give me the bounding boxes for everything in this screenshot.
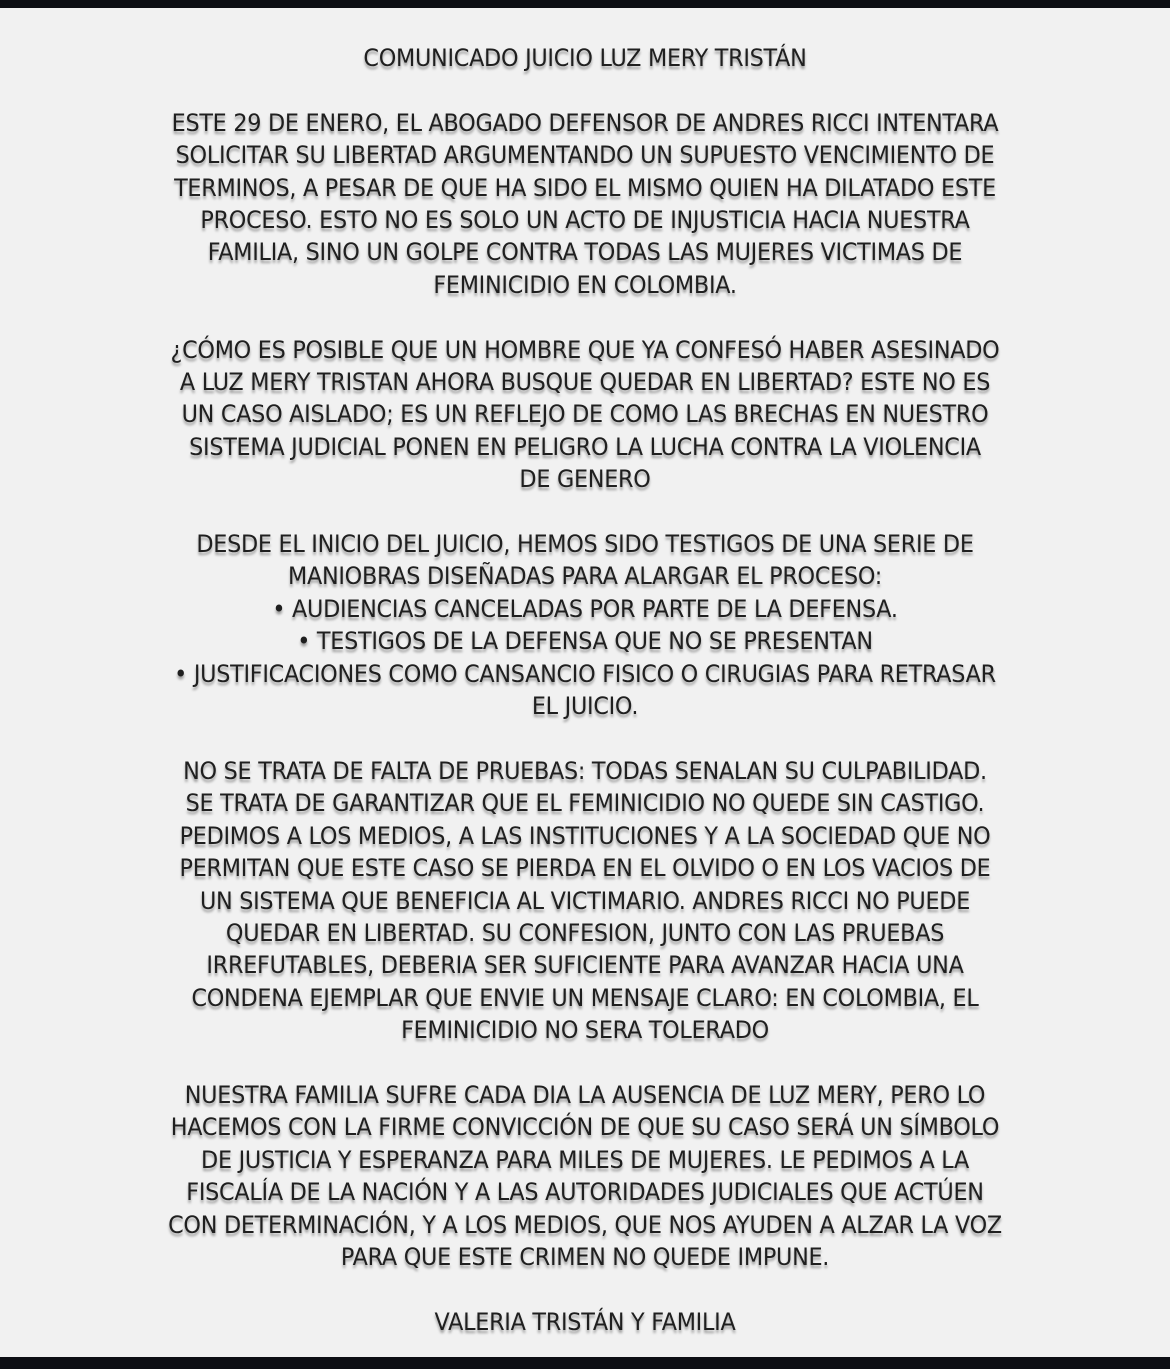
text-line: FAMILIA, SINO UN GOLPE CONTRA TODAS LAS MUJERES VICTIMAS DE — [207, 238, 963, 267]
text-line: TERMINOS, A PESAR DE QUE HA SIDO EL MISMO QUIEN HA DILATADO ESTE — [174, 173, 996, 202]
text-line: FEMINICIDIO NO SERA TOLERADO — [401, 1016, 769, 1045]
paragraph-2 — [153, 334, 1018, 496]
text-line: PARA QUE ESTE CRIMEN NO QUEDE IMPUNE. — [340, 1242, 830, 1271]
text-line: ESTE 29 DE ENERO, EL ABOGADO DEFENSOR DE ANDRES RICCI INTENTARA — [171, 108, 999, 137]
text-line: FEMINICIDIO EN COLOMBIA. — [433, 270, 737, 299]
top-bar — [0, 0, 1170, 8]
text-line: A LUZ MERY TRISTAN AHORA BUSQUE QUEDAR EN LIBERTAD? ESTE NO ES — [179, 368, 991, 397]
text-line: EL JUICIO. — [531, 692, 639, 721]
text-line: PERMITAN QUE ESTE CASO SE PIERDA EN EL OLVIDO O EN LOS VACIOS DE — [179, 854, 991, 883]
text-line: SE TRATA DE GARANTIZAR QUE EL FEMINICIDIO NO QUEDE SIN CASTIGO. — [185, 789, 985, 818]
text-line: QUEDAR EN LIBERTAD. SU CONFESION, JUNTO CON LAS PRUEBAS — [225, 918, 945, 947]
signature: VALERIA TRISTÁN Y FAMILIA — [434, 1307, 736, 1336]
text-line: SISTEMA JUDICIAL PONEN EN PELIGRO LA LUCHA CONTRA LA VIOLENCIA — [189, 432, 981, 461]
paragraph-1 — [153, 107, 1018, 301]
text-line: UN SISTEMA QUE BENEFICIA AL VICTIMARIO. ANDRES RICCI NO PUEDE — [199, 886, 971, 915]
text-line: CON DETERMINACIÓN, Y A LOS MEDIOS, QUE NOS AYUDEN A ALZAR LA VOZ — [168, 1210, 1002, 1239]
text-line: PEDIMOS A LOS MEDIOS, A LAS INSTITUCIONES Y A LA SOCIEDAD QUE NO — [179, 821, 991, 850]
document-title: COMUNICADO JUICIO LUZ MERY TRISTÁN — [363, 44, 807, 72]
paragraph-3 — [153, 528, 1018, 722]
paragraph-4 — [153, 755, 1018, 1047]
text-line: SOLICITAR SU LIBERTAD ARGUMENTANDO UN SUPUESTO VENCIMIENTO DE — [175, 141, 995, 170]
text-line: PROCESO. ESTO NO ES SOLO UN ACTO DE INJUSTICIA HACIA NUESTRA — [200, 206, 970, 235]
bullet-item: • TESTIGOS DE LA DEFENSA QUE NO SE PRESENTAN — [297, 627, 873, 656]
bottom-bar — [0, 1357, 1170, 1369]
paragraph-5 — [153, 1079, 1018, 1273]
text-line: MANIOBRAS DISEÑADAS PARA ALARGAR EL PROCESO: — [287, 562, 883, 591]
text-line: NUESTRA FAMILIA SUFRE CADA DIA LA AUSENCIA DE LUZ MERY, PERO LO — [184, 1080, 986, 1109]
text-line: IRREFUTABLES, DEBERIA SER SUFICIENTE PARA AVANZAR HACIA UNA — [206, 951, 964, 980]
text-line: NO SE TRATA DE FALTA DE PRUEBAS: TODAS SENALAN SU CULPABILIDAD. — [183, 756, 987, 785]
text-line: UN CASO AISLADO; ES UN REFLEJO DE COMO LAS BRECHAS EN NUESTRO — [181, 400, 989, 429]
statement-document — [153, 42, 1018, 1338]
text-line: ¿CÓMO ES POSIBLE QUE UN HOMBRE QUE YA CONFESÓ HABER ASESINADO — [170, 335, 1000, 364]
bullet-item: • AUDIENCIAS CANCELADAS POR PARTE DE LA DEFENSA. — [272, 594, 898, 623]
text-line: CONDENA EJEMPLAR QUE ENVIE UN MENSAJE CLARO: EN COLOMBIA, EL — [191, 983, 979, 1012]
text-line: DE JUSTICIA Y ESPERANZA PARA MILES DE MUJERES. LE PEDIMOS A LA — [201, 1145, 969, 1174]
text-line: DESDE EL INICIO DEL JUICIO, HEMOS SIDO TESTIGOS DE UNA SERIE DE — [196, 530, 974, 559]
text-line: DE GENERO — [519, 465, 651, 494]
text-line: FISCALÍA DE LA NACIÓN Y A LAS AUTORIDADES JUDICIALES QUE ACTÚEN — [186, 1178, 984, 1207]
bullet-item: • JUSTIFICACIONES COMO CANSANCIO FISICO O CIRUGIAS PARA RETRASAR — [174, 659, 996, 688]
text-line: HACEMOS CON LA FIRME CONVICCIÓN DE QUE SU CASO SERÁ UN SÍMBOLO — [170, 1113, 1000, 1142]
